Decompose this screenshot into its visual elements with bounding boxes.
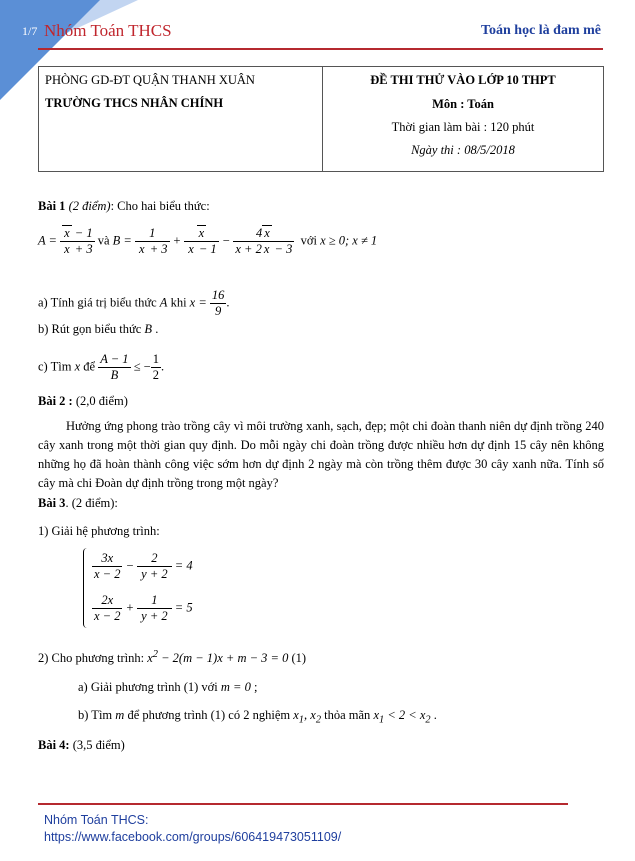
brand-title: Nhóm Toán THCS — [44, 21, 172, 40]
header-rule — [38, 48, 603, 50]
bai1-expressions: A = $\frac{x - 1}{x + 3}$ và B = $\frac{1}{x + 3}$ + $\frac{x}{x - 1}$ − $\frac{4 x}{x + 2 x - 3}$ với x ≥ 0; x ≠ 1 — [38, 226, 378, 256]
bai3-q2a: a) Giải phương trình (1) với m = 0 ; — [78, 680, 258, 694]
bai1-part-b: b) Rút gọn biểu thức B . — [38, 322, 159, 336]
bai2-body: Hưởng ứng phong trào trồng cây vì môi trường xanh, sạch, đẹp; một chi đoàn thanh niên dự định trồng 240 cây xanh trong một thời gian quy định. Do mỗi ngày chi đoàn trồng được nhiều hơn dự định 15 cây nên không những họ đã hoàn thành công việc sớm hơn dự định 2 ngày mà còn trồng thêm được 30 cây xanh nữa. Tính số cây mà chi Đoàn dự định trồng trong một ngày? — [38, 419, 604, 490]
department: PHÒNG GD-ĐT QUẬN THANH XUÂN — [45, 73, 255, 87]
school-name: TRƯỜNG THCS NHÂN CHÍNH — [45, 96, 224, 110]
page-number: 1/7 — [22, 24, 38, 38]
bai1-part-c: c) Tìm x để $\frac{A - 1}{B}$ ≤ − $\frac{1}{2}$ . — [38, 352, 165, 382]
system-eq1: $\frac{3x}{x - 2}$ − $\frac{2}{y + 2}$ = 4 — [94, 551, 193, 581]
bai1-part-a: a) Tính giá trị biểu thức A khi x = $\frac{16}{9}$ . — [38, 288, 230, 318]
bai3-heading: Bài 3. (2 điểm): — [38, 496, 118, 510]
bai4-heading: Bài 4: (3,5 điểm) — [38, 738, 125, 752]
footer-url[interactable]: https://www.facebook.com/groups/606419473051109/ — [44, 830, 342, 844]
exam-title: ĐỀ THI THỬ VÀO LỚP 10 THPT — [370, 73, 556, 87]
system-eq2: $\frac{2x}{x - 2}$ + $\frac{1}{y + 2}$ = 5 — [94, 593, 193, 623]
exam-date: Ngày thi : 08/5/2018 — [411, 143, 515, 157]
footer-group: Nhóm Toán THCS: — [44, 813, 149, 827]
footer-rule — [38, 803, 568, 805]
bai1-heading: Bài 1 (2 điểm): Cho hai biểu thức: — [38, 199, 210, 213]
motto: Toán học là đam mê — [480, 23, 601, 38]
exam-duration: Thời gian làm bài : 120 phút — [391, 120, 535, 134]
exam-subject: Môn : Toán — [432, 97, 494, 111]
bai3-q2b: b) Tìm m để phương trình (1) có 2 nghiệm $x_1$, $x_2$ thỏa mãn $x_1 < 2 < x_2$ . — [78, 708, 437, 726]
bai2-heading: Bài 2 : (2,0 điểm) — [38, 394, 128, 408]
system-brace — [83, 548, 92, 628]
bai3-q2: 2) Cho phương trình: $x^2 - 2(m - 1)x + m - 3 = 0$ (1) — [38, 649, 307, 666]
exam-header-box — [38, 66, 604, 172]
bai3-q1: 1) Giải hệ phương trình: — [38, 524, 160, 538]
